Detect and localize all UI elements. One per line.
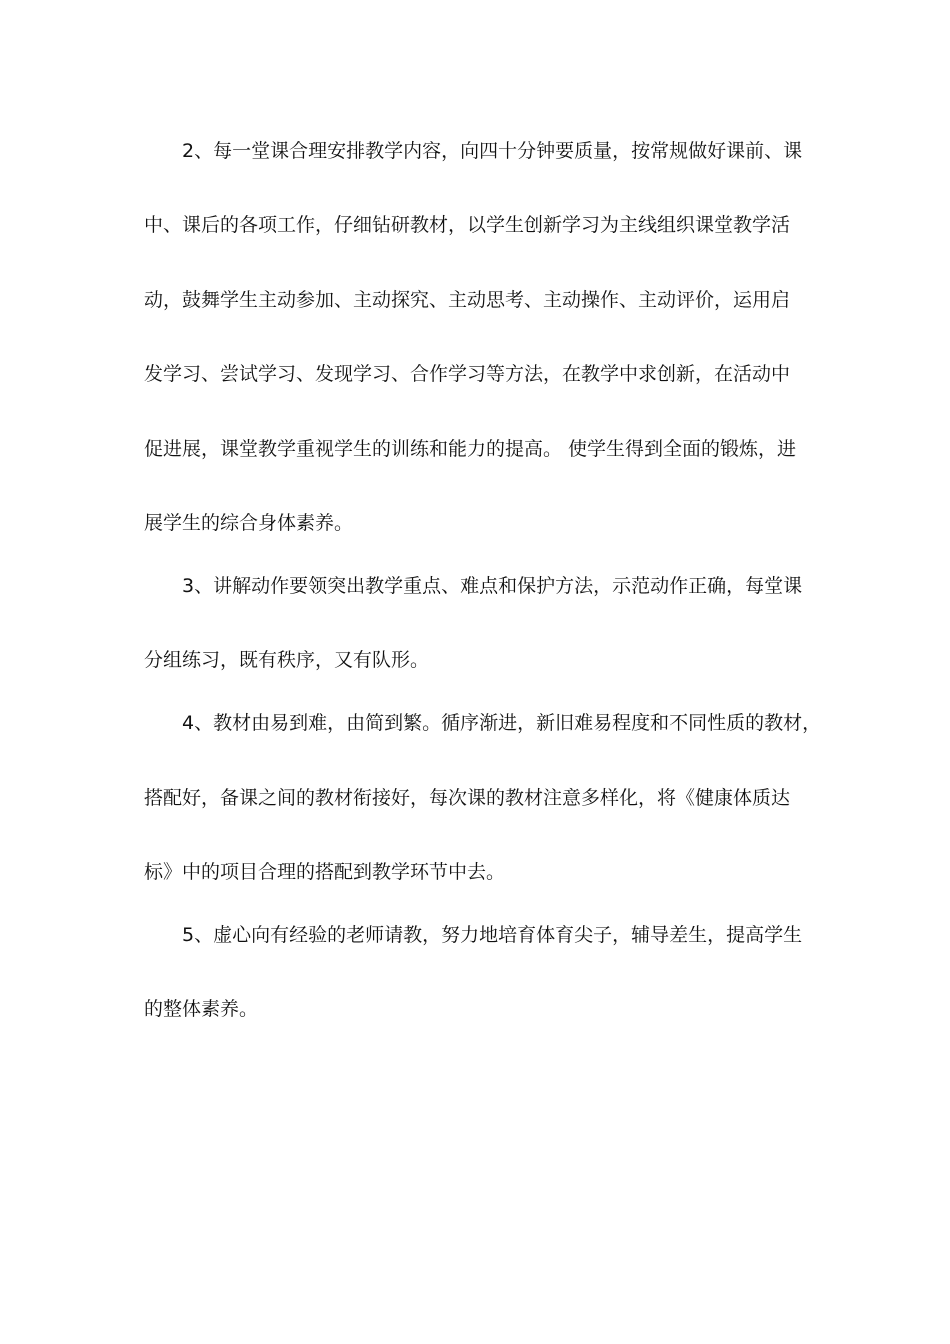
paragraph-2-line-5: 促进展，课堂教学重视学生的训练和能力的提高。 使学生得到全面的锻炼，进 <box>144 438 797 460</box>
paragraph-2-line-2: 中、课后的各项工作，仔细钻研教材，以学生创新学习为主线组织课堂教学活 <box>144 214 791 236</box>
paragraph-3-line-2: 分组练习，既有秩序，又有队形。 <box>144 649 430 671</box>
paragraph-4-line-2: 搭配好，备课之间的教材衔接好，每次课的教材注意多样化，将《健康体质达 <box>144 787 791 809</box>
paragraph-4-line-1: 4、教材由易到难，由简到繁。循序渐进，新旧难易程度和不同性质的教材， <box>182 712 822 734</box>
paragraph-2-line-1: 2、每一堂课合理安排教学内容，向四十分钟要质量，按常规做好课前、课 <box>182 140 803 162</box>
paragraph-2-line-3: 动，鼓舞学生主动参加、主动探究、主动思考、主动操作、主动评价，运用启 <box>144 289 791 311</box>
paragraph-4-line-3: 标》中的项目合理的搭配到教学环节中去。 <box>144 861 506 883</box>
paragraph-5-line-2: 的整体素养。 <box>144 998 259 1020</box>
paragraph-5-line-1: 5、虚心向有经验的老师请教，努力地培育体育尖子，辅导差生，提高学生 <box>182 924 803 946</box>
paragraph-2-line-6: 展学生的综合身体素养。 <box>144 512 354 534</box>
paragraph-3-line-1: 3、讲解动作要领突出教学重点、难点和保护方法，示范动作正确，每堂课 <box>182 575 803 597</box>
paragraph-2-line-4: 发学习、尝试学习、发现学习、合作学习等方法，在教学中求创新，在活动中 <box>144 363 791 385</box>
